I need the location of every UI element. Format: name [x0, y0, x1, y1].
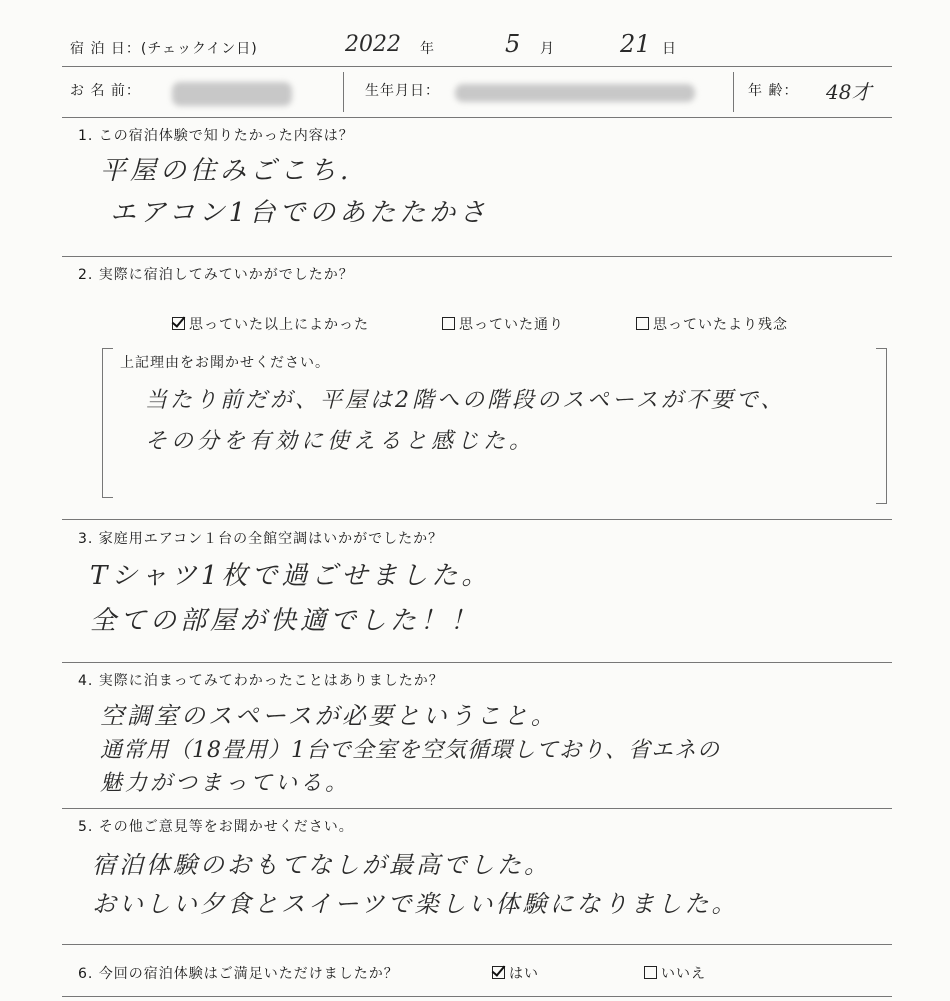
q4-answer-line: 魅力がつまっている。	[100, 771, 351, 796]
q1-answer-line: エアコン1台でのあたたかさ	[110, 198, 490, 228]
q1-question: 1. この宿泊体験で知りたかった内容は？	[78, 128, 354, 144]
q2-option-3[interactable]	[636, 314, 788, 334]
month-value: 5	[505, 30, 521, 58]
checkbox-icon[interactable]	[636, 317, 649, 330]
q2-option-label: 思っていたより残念	[653, 317, 788, 333]
q3-question: 3. 家庭用エアコン１台の全館空調はいかがでしたか？	[78, 531, 444, 547]
divider	[62, 66, 892, 67]
checkbox-icon[interactable]	[442, 317, 455, 330]
age-value: 48才	[826, 80, 872, 104]
reason-box-left	[102, 348, 113, 498]
q3-answer-line: Tシャツ1枚で過ごせました。	[90, 561, 492, 591]
divider	[62, 944, 892, 945]
q2-option-label: 思っていた通り	[459, 317, 564, 333]
reason-box-right	[876, 348, 887, 504]
q2-question: 2. 実際に宿泊してみていかがでしたか？	[78, 267, 354, 283]
divider	[343, 72, 344, 112]
birth-label: 生年月日：	[365, 83, 440, 99]
divider	[62, 662, 892, 663]
q6-option-label: いいえ	[661, 966, 706, 982]
q4-answer-line: 通常用（18畳用）1台で全室を空気循環しており、省エネの	[100, 738, 720, 763]
divider	[62, 256, 892, 257]
divider	[62, 996, 892, 997]
divider	[62, 519, 892, 520]
q1-answer-line: 平屋の住みごこち.	[100, 156, 353, 186]
checkbox-icon[interactable]	[644, 966, 657, 979]
birthdate-redacted	[455, 84, 695, 102]
q2-reason-line: 当たり前だが、平屋は2階への階段のスペースが不要で、	[145, 388, 786, 413]
q6-option-label: はい	[509, 966, 539, 982]
q4-answer-line: 空調室のスペースが必要ということ。	[100, 702, 558, 730]
q2-option-label: 思っていた以上によかった	[189, 317, 369, 333]
q4-question: 4. 実際に泊まってみてわかったことはありましたか？	[78, 673, 444, 689]
q2-option-2[interactable]	[442, 314, 564, 334]
divider	[62, 808, 892, 809]
q5-question: 5. その他ご意見等をお聞かせください。	[78, 819, 354, 835]
age-label: 年 齢：	[748, 83, 799, 99]
q2-reason-line: その分を有効に使えると感じた。	[145, 429, 536, 454]
stay-date-label: 宿 泊 日：(チェックイン日)	[70, 41, 258, 57]
name-label: お 名 前：	[70, 83, 141, 99]
name-redacted	[172, 82, 292, 106]
q2-option-1[interactable]	[172, 314, 369, 334]
checkbox-checked-icon[interactable]	[492, 966, 505, 979]
day-value: 21	[620, 30, 651, 58]
q5-answer-line: おいしい夕食とスイーツで楽しい体験になりました。	[92, 890, 739, 918]
q6-question: 6. 今回の宿泊体験はご満足いただけましたか？	[78, 966, 399, 982]
checkbox-checked-icon[interactable]	[172, 317, 185, 330]
divider	[733, 72, 734, 112]
q6-option-yes[interactable]	[492, 963, 539, 983]
month-unit: 月	[540, 41, 555, 57]
q5-answer-line: 宿泊体験のおもてなしが最高でした。	[92, 851, 551, 879]
year-unit: 年	[420, 41, 435, 57]
day-unit: 日	[662, 41, 677, 57]
divider	[62, 117, 892, 118]
q2-reason-label: 上記理由をお聞かせください。	[120, 355, 330, 371]
year-value: 2022	[345, 32, 401, 57]
q6-option-no[interactable]	[644, 963, 706, 983]
q3-answer-line: 全ての部屋が快適でした！！	[90, 606, 481, 636]
